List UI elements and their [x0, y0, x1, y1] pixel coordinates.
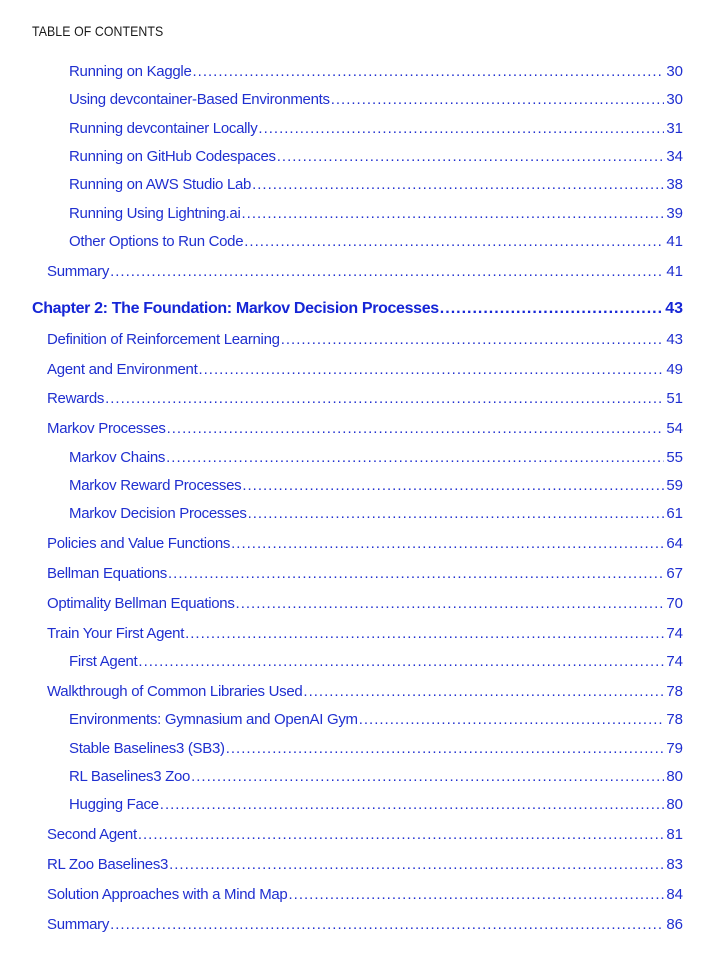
- toc-entry-title: Using devcontainer-Based Environments: [69, 91, 330, 108]
- toc-entry-stable-baselines3[interactable]: [69, 740, 683, 758]
- dot-leader: [277, 148, 665, 166]
- toc-entry-title: Walkthrough of Common Libraries Used: [47, 683, 303, 700]
- toc-page-number: 59: [666, 477, 683, 494]
- toc-page-number: 55: [666, 449, 683, 466]
- toc-page-number: 30: [666, 63, 683, 80]
- dot-leader: [242, 477, 664, 495]
- toc-page-number: 41: [666, 233, 683, 250]
- toc-page-number: 79: [666, 740, 683, 757]
- toc-page-number: 51: [666, 390, 683, 407]
- toc-entry-title: RL Baselines3 Zoo: [69, 768, 191, 785]
- dot-leader: [160, 796, 665, 814]
- dot-leader: [138, 826, 664, 844]
- toc-page-number: 81: [666, 826, 683, 843]
- toc-entry-title: Markov Chains: [69, 449, 166, 466]
- toc-entry-title: Markov Decision Processes: [69, 505, 247, 522]
- dot-leader: [105, 390, 664, 408]
- toc-entry-markov-processes[interactable]: [47, 420, 683, 438]
- toc-entry-rl-zoo-baselines3[interactable]: [47, 856, 683, 874]
- toc-entry-title: Agent and Environment: [47, 361, 198, 378]
- toc-entry-hugging-face[interactable]: [69, 796, 683, 814]
- dot-leader: [288, 886, 664, 904]
- dot-leader: [110, 916, 664, 934]
- toc-entry-title: Stable Baselines3 (SB3): [69, 740, 225, 757]
- toc-entry-first-agent[interactable]: [69, 653, 683, 671]
- toc-entry-title: Running on Kaggle: [69, 63, 192, 80]
- toc-entry-markov-decision-processes[interactable]: [69, 505, 683, 523]
- toc-entry-title: Running on AWS Studio Lab: [69, 176, 252, 193]
- toc-entry-running-on-kaggle[interactable]: [69, 63, 683, 81]
- toc-entry-title: Summary: [47, 916, 110, 933]
- toc-page-number: 83: [666, 856, 683, 873]
- toc-page-number: 30: [666, 91, 683, 108]
- toc-entry-rewards[interactable]: [47, 390, 683, 408]
- dot-leader: [331, 91, 665, 109]
- toc-entry-markov-chains[interactable]: [69, 449, 683, 467]
- toc-entry-title: First Agent: [69, 653, 138, 670]
- toc-entry-title: Markov Processes: [47, 420, 166, 437]
- toc-page-number: 74: [666, 625, 683, 642]
- toc-page-number: 64: [666, 535, 683, 552]
- toc-page-number: 80: [666, 768, 683, 785]
- dot-leader: [198, 361, 664, 379]
- toc-page-number: 34: [666, 148, 683, 165]
- toc-page-number: 78: [666, 683, 683, 700]
- dot-leader: [440, 300, 663, 318]
- toc-entry-markov-reward-processes[interactable]: [69, 477, 683, 495]
- toc-entry-other-options[interactable]: [69, 233, 683, 251]
- toc-page-number: 67: [666, 565, 683, 582]
- toc-entry-title: Running devcontainer Locally: [69, 120, 258, 137]
- dot-leader: [244, 233, 664, 251]
- toc-page-number: 38: [666, 176, 683, 193]
- toc-entry-devcontainer-locally[interactable]: [69, 120, 683, 138]
- dot-leader: [138, 653, 664, 671]
- dot-leader: [359, 711, 665, 729]
- toc-entry-title: Rewards: [47, 390, 105, 407]
- toc-entry-lightning-ai[interactable]: [69, 205, 683, 223]
- toc-entry-title: Summary: [47, 263, 110, 280]
- dot-leader: [193, 63, 665, 81]
- toc-entry-policies-value-functions[interactable]: [47, 535, 683, 553]
- toc-entry-title: Running Using Lightning.ai: [69, 205, 241, 222]
- dot-leader: [252, 176, 664, 194]
- toc-page-number: 39: [666, 205, 683, 222]
- toc-page-number: 43: [665, 300, 683, 317]
- toc-entry-title: Environments: Gymnasium and OpenAI Gym: [69, 711, 358, 728]
- toc-entry-title: Bellman Equations: [47, 565, 167, 582]
- dot-leader: [226, 740, 665, 758]
- toc-entry-walkthrough-libraries[interactable]: [47, 683, 683, 701]
- toc-page-number: 80: [666, 796, 683, 813]
- toc-entry-second-agent[interactable]: [47, 826, 683, 844]
- page-header: TABLE OF CONTENTS: [32, 23, 164, 39]
- dot-leader: [303, 683, 664, 701]
- toc-page-number: 41: [666, 263, 683, 280]
- toc-entry-title: Hugging Face: [69, 796, 159, 813]
- toc-entry-title: Second Agent: [47, 826, 137, 843]
- toc-page-number: 54: [666, 420, 683, 437]
- toc-entry-rl-baselines3-zoo[interactable]: [69, 768, 683, 786]
- toc-entry-gymnasium-openai-gym[interactable]: [69, 711, 683, 729]
- toc-chapter-title: Chapter 2: The Foundation: Markov Decision Processes: [32, 300, 439, 317]
- toc-page-number: 61: [666, 505, 683, 522]
- toc-entry-summary-ch1[interactable]: [47, 263, 683, 281]
- toc-entry-title: Policies and Value Functions: [47, 535, 231, 552]
- toc-entry-title: Solution Approaches with a Mind Map: [47, 886, 288, 903]
- dot-leader: [185, 625, 664, 643]
- dot-leader: [231, 535, 664, 553]
- dot-leader: [248, 505, 665, 523]
- dot-leader: [169, 856, 664, 874]
- toc-entry-definition-rl[interactable]: [47, 331, 683, 349]
- toc-page-number: 70: [666, 595, 683, 612]
- toc-entry-devcontainer-environments[interactable]: [69, 91, 683, 109]
- toc-entry-train-first-agent[interactable]: [47, 625, 683, 643]
- dot-leader: [110, 263, 664, 281]
- toc-chapter-2[interactable]: [32, 300, 683, 318]
- toc-entry-solution-approaches[interactable]: [47, 886, 683, 904]
- dot-leader: [166, 449, 664, 467]
- toc-entry-github-codespaces[interactable]: [69, 148, 683, 166]
- toc-page-number: 74: [666, 653, 683, 670]
- toc-page-number: 84: [666, 886, 683, 903]
- toc-entry-title: Running on GitHub Codespaces: [69, 148, 276, 165]
- dot-leader: [242, 205, 665, 223]
- toc-entry-title: RL Zoo Baselines3: [47, 856, 169, 873]
- toc-entry-title: Optimality Bellman Equations: [47, 595, 235, 612]
- toc-page-number: 31: [666, 120, 683, 137]
- toc-entry-title: Definition of Reinforcement Learning: [47, 331, 280, 348]
- dot-leader: [281, 331, 665, 349]
- dot-leader: [191, 768, 664, 786]
- toc-entry-summary-ch2[interactable]: [47, 916, 683, 934]
- toc-page-number: 78: [666, 711, 683, 728]
- toc-page-number: 43: [666, 331, 683, 348]
- toc-entry-title: Markov Reward Processes: [69, 477, 242, 494]
- toc-entry-bellman-equations[interactable]: [47, 565, 683, 583]
- toc-entry-agent-environment[interactable]: [47, 361, 683, 379]
- toc-entry-title: Other Options to Run Code: [69, 233, 244, 250]
- toc-page-number: 86: [666, 916, 683, 933]
- toc-entry-optimality-bellman[interactable]: [47, 595, 683, 613]
- toc-entry-aws-studio-lab[interactable]: [69, 176, 683, 194]
- dot-leader: [167, 420, 665, 438]
- dot-leader: [258, 120, 664, 138]
- toc-page-number: 49: [666, 361, 683, 378]
- toc-entry-title: Train Your First Agent: [47, 625, 185, 642]
- dot-leader: [236, 595, 665, 613]
- dot-leader: [168, 565, 664, 583]
